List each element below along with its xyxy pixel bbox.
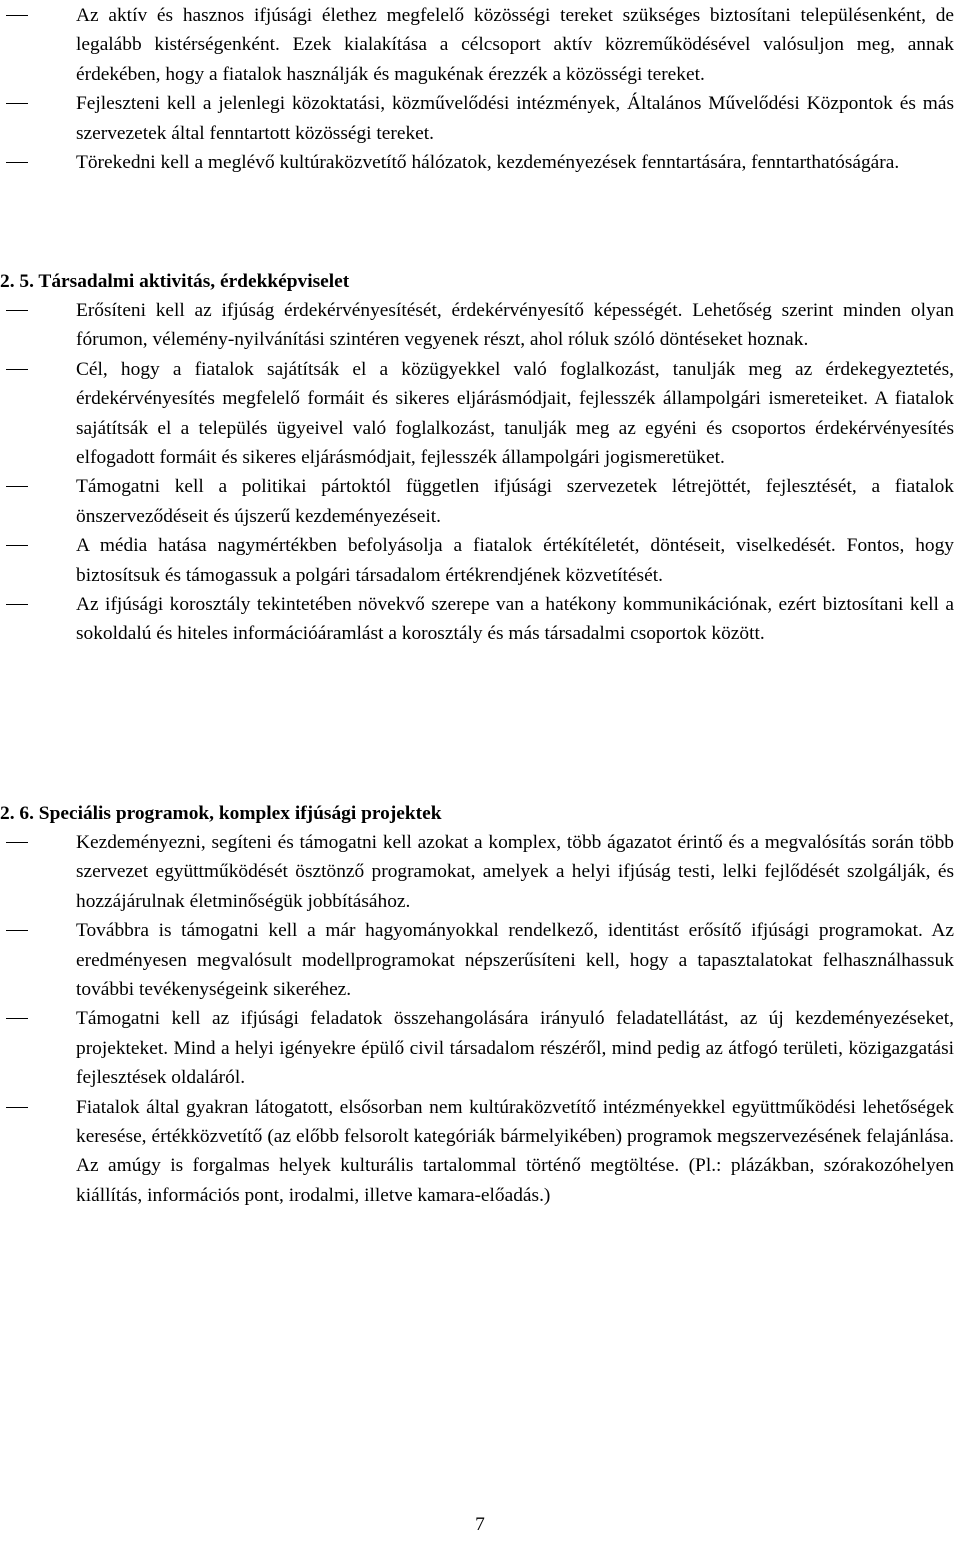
list-item: Kezdeményezni, segíteni és támogatni kell azokat a komplex, több ágazatot érintő és a megvalósítás során több szervezet együttműködését ösztönző programokat, amelyek a helyi ifjúság testi, lelki fejlődését szolgálják, és hozzájárulnak életminőségük jobbításához. <box>0 828 954 916</box>
dash-bullet-icon <box>6 842 28 843</box>
dash-bullet-icon <box>6 486 28 487</box>
dash-bullet-icon <box>6 162 28 163</box>
section3-list <box>0 828 954 1210</box>
dash-bullet-icon <box>6 1107 28 1108</box>
list-item: Támogatni kell az ifjúsági feladatok összehangolására irányuló feladatellátást, az új kezdeményezéseket, projekteket. Mind a helyi igényekre épülő civil társadalom részéről, mind pedig az átfogó területi, közigazgatási fejlesztések oldaláról. <box>0 1004 954 1092</box>
list-item: Támogatni kell a politikai pártoktól független ifjúsági szervezetek létrejöttét, fejlesztését, a fiatalok önszerveződéseit és újszerű kezdeményezéseit. <box>0 472 954 531</box>
list-item: Továbbra is támogatni kell a már hagyományokkal rendelkező, identitást erősítő ifjúsági programokat. Az eredményesen megvalósult modellprogramokat népszerűsíteni kell, hogy a tapasztalatokat felhasználhassuk további tevékenységeink sikeréhez. <box>0 916 954 1004</box>
page-number: 7 <box>475 1514 485 1535</box>
dash-bullet-icon <box>6 369 28 370</box>
list-item: Erősíteni kell az ifjúság érdekérvényesítését, érdekérvényesítő képességét. Lehetőség szerint minden olyan fórumon, vélemény-nyilvánítási szintéren vegyenek részt, ahol róluk szóló döntéseket hoznak. <box>0 296 954 355</box>
list-item: Az ifjúsági korosztály tekintetében növekvő szerepe van a hatékony kommunikációnak, ezért biztosítani kell a sokoldalú és hiteles információáramlást a korosztály és más társadalmi csoportok között. <box>0 590 954 649</box>
section1-list <box>0 1 954 177</box>
section3-heading: 2. 6. Speciális programok, komplex ifjúsági projektek <box>0 803 442 824</box>
section2-list <box>0 296 954 649</box>
dash-bullet-icon <box>6 15 28 16</box>
dash-bullet-icon <box>6 103 28 104</box>
list-item: Törekedni kell a meglévő kultúraközvetítő hálózatok, kezdeményezések fenntartására, fenntarthatóságára. <box>0 148 954 177</box>
dash-bullet-icon <box>6 1018 28 1019</box>
list-item: Cél, hogy a fiatalok sajátítsák el a közügyekkel való foglalkozást, tanulják meg az érdekegyeztetés, érdekérvényesítés megfelelő formáit és sikeres eljárásmódjait, fejlesszék állampolgári ismereteiket. A fiatalok sajátítsák el a település ügyeivel való foglalkozást, tanulják meg az egyéni és csoportos érdekérvényesítés elfogadott formáit és sikeres eljárásmódjait, fejlesszék állampolgári jogismeretüket. <box>0 355 954 473</box>
list-item: Az aktív és hasznos ifjúsági élethez megfelelő közösségi tereket szükséges biztosítani településenként, de legalább kistérségenként. Ezek kialakítása a célcsoport aktív közreműködésével valósuljon meg, annak érdekében, hogy a fiatalok használják és magukénak érezzék a közösségi tereket. <box>0 1 954 89</box>
dash-bullet-icon <box>6 930 28 931</box>
list-item: Fiatalok által gyakran látogatott, elsősorban nem kultúraközvetítő intézményekkel együttműködési lehetőségek keresése, értékközvetítő (az előbb felsorolt kategóriák bármelyikében) programok megszervezésének felajánlása. Az amúgy is forgalmas helyek kulturális tartalommal történő megtöltése. (Pl.: plázákban, szórakozóhelyen kiállítás, információs pont, irodalmi, illetve kamara-előadás.) <box>0 1093 954 1211</box>
dash-bullet-icon <box>6 604 28 605</box>
list-item: Fejleszteni kell a jelenlegi közoktatási, közművelődési intézmények, Általános Művelődési Központok és más szervezetek által fenntartott közösségi tereket. <box>0 89 954 148</box>
list-item: A média hatása nagymértékben befolyásolja a fiatalok értékítéletét, döntéseit, viselkedését. Fontos, hogy biztosítsuk és támogassuk a polgári társadalom értékrendjének közvetítését. <box>0 531 954 590</box>
section2-heading: 2. 5. Társadalmi aktivitás, érdekképviselet <box>0 271 350 292</box>
dash-bullet-icon <box>6 545 28 546</box>
dash-bullet-icon <box>6 310 28 311</box>
